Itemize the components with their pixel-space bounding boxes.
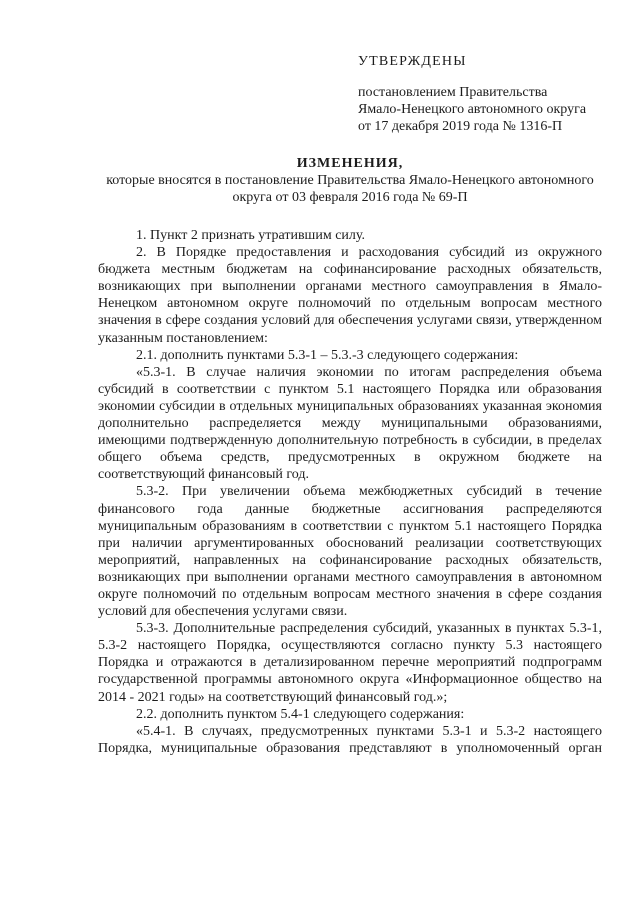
body-paragraph: 1. Пункт 2 признать утратившим силу. [136, 228, 365, 243]
body-paragraph: «5.3-1. В случае наличия экономии по итогам распределения объема субсидий в соответствии с пунктом 5.1 настоящего Порядка или образования экономии субсидии в отдельных муниципальных образованиях указанная экономия дополнительно распределяется между муниципальными образованиями, имеющими подтвержденную дополнительную потребность в субсидии, в пределах общего объема средств, предусмотренных в окружном бюджете на соответствующий финансовый год. [98, 364, 602, 483]
document-title-block [100, 155, 600, 206]
document-body [98, 227, 602, 757]
document-title: ИЗМЕНЕНИЯ, [296, 156, 404, 171]
approval-line: Ямало-Ненецкого автономного округа [358, 102, 587, 117]
body-paragraph: 5.3-3. Дополнительные распределения субсидий, указанных в пунктах 5.3-1, 5.3-2 настоящего Порядка, осуществляются согласно пункту 5.3 настоящего Порядка и отражаются в детализированном перечне мероприятий подпрограмм государственной программы автономного округа «Информационное общество на 2014 - 2021 годы» на соответствующий финансовый год.»; [98, 621, 602, 705]
approval-heading: УТВЕРЖДЕНЫ [358, 54, 467, 69]
body-paragraph: 2.2. дополнить пунктом 5.4-1 следующего содержания: [136, 706, 465, 722]
body-paragraph: 2.1. дополнить пунктами 5.3-1 – 5.3.-3 следующего содержания: [136, 347, 519, 363]
body-paragraph: 5.3-2. При увеличении объема межбюджетных субсидий в течение финансового года данные бюджетные ассигнования распределяются муниципальным образованиям в соответствии с пунктом 5.1 настоящего Порядка при наличии аргументированных обоснований реализации соответствующих мероприятий, направленных на софинансирование расходных обязательств, возникающих при выполнении органами местного самоуправления в автономном округе полномочий по отдельным вопросам местного значения в сфере создания условий для обеспечения услугами связи. [98, 484, 602, 620]
body-paragraph: 2. В Порядке предоставления и расходования субсидий из окружного бюджета местным бюджетам на софинансирование расходных обязательств, возникающих при выполнении органами местного самоуправления в Ямало-Ненецком автономном округе полномочий по отдельным вопросам местного значения в сфере создания условий для обеспечения услугами связи, утвержденном указанным постановлением: [98, 245, 602, 346]
body-paragraph: «5.4-1. В случаях, предусмотренных пунктами 5.3-1 и 5.3-2 настоящего Порядка, муниципальные образования представляют в уполномоченный орган [98, 723, 602, 756]
approval-line: постановлением Правительства [358, 85, 548, 100]
document-subtitle: которые вносятся в постановление Правительства Ямало-Ненецкого автономного округа от 03 февраля 2016 года № 69-П [106, 173, 594, 205]
approval-block [358, 53, 586, 135]
approval-line: от 17 декабря 2019 года № 1316-П [358, 119, 563, 134]
